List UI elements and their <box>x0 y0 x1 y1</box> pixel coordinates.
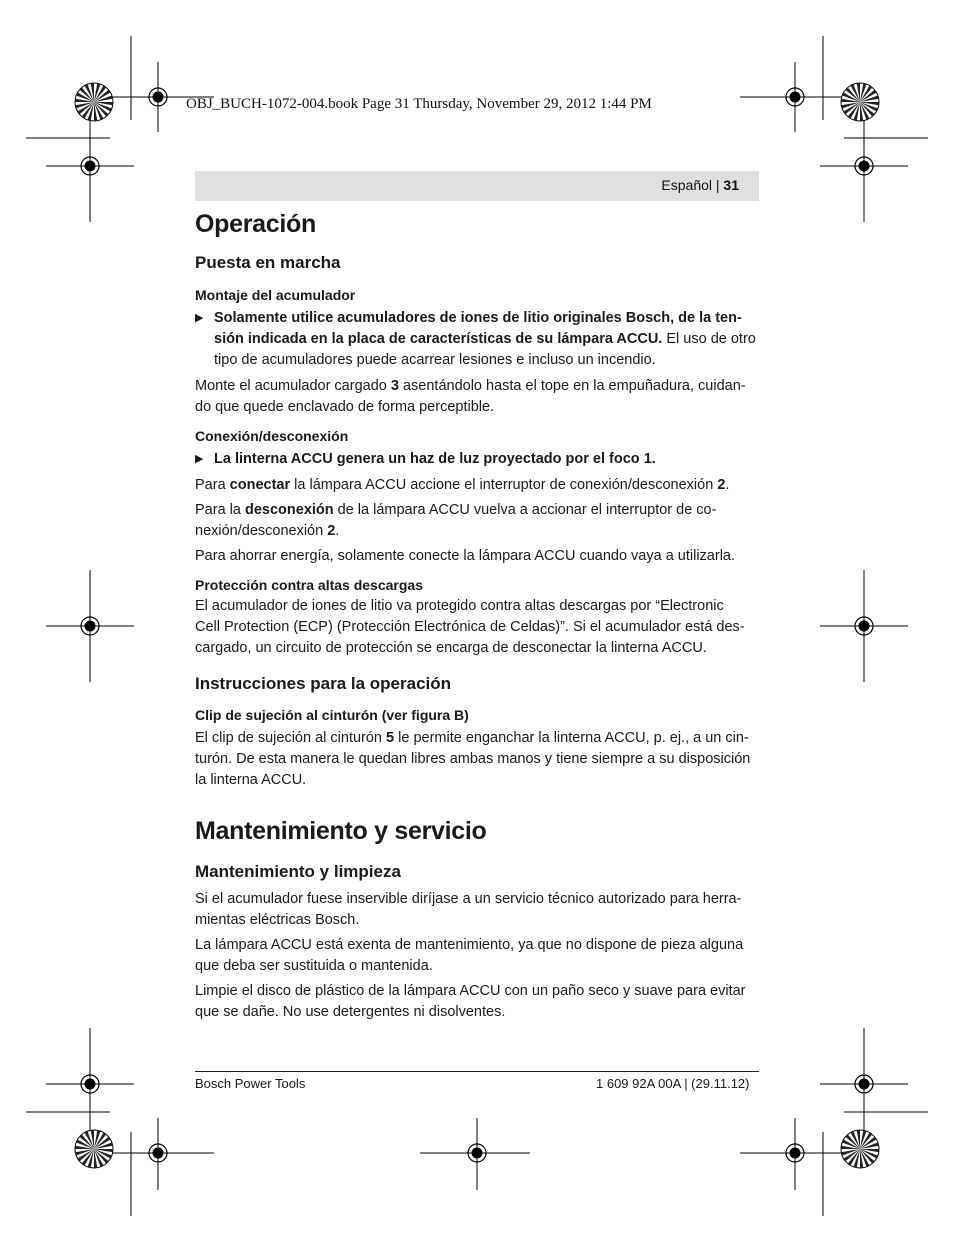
paragraph-exenta <box>195 935 759 977</box>
text: do que quede enclavado de forma perceptible. <box>195 399 495 415</box>
text: La lámpara ACCU está exenta de mantenimiento, ya que no dispone de pieza alguna <box>195 937 744 953</box>
footer-publisher: Bosch Power Tools <box>195 1076 306 1091</box>
text: . <box>335 523 340 539</box>
text: la linterna ACCU. <box>195 772 307 788</box>
paragraph-clip <box>195 728 759 791</box>
text: mientas eléctricas Bosch. <box>195 912 360 928</box>
ref-number: 2 <box>717 477 726 493</box>
heading-puesta-en-marcha: Puesta en marcha <box>195 253 341 272</box>
text: que se dañe. No use detergentes ni disolventes. <box>195 1004 506 1020</box>
keyword-desconexion: desconexión <box>244 502 334 518</box>
paragraph-montaje <box>195 376 759 418</box>
text: la lámpara ACCU accione el interruptor de conexión/desconexión <box>290 477 718 493</box>
section-title-operacion: Operación <box>195 210 316 238</box>
paragraph-conectar <box>195 475 759 496</box>
paragraph-desconexion <box>195 500 759 542</box>
star-target-icon <box>841 83 879 121</box>
text: le permite enganchar la linterna ACCU, p. ej., a un cin- <box>394 730 749 746</box>
text: Cell Protection (ECP) (Protección Electrónica de Celdas)”. Si el acumulador está des- <box>195 619 745 635</box>
bullet-triangle-icon: ▶ <box>195 453 204 465</box>
book-slug-line: OBJ_BUCH-1072-004.book Page 31 Thursday, November 29, 2012 1:44 PM <box>186 96 652 112</box>
star-target-icon <box>841 1130 879 1168</box>
paragraph-ahorrar: Para ahorrar energía, solamente conecte la lámpara ACCU cuando vaya a utilizarla. <box>195 548 736 564</box>
text: El clip de sujeción al cinturón <box>195 730 387 746</box>
footer-rule <box>195 1071 759 1072</box>
ref-number: 2 <box>327 523 336 539</box>
text: El acumulador de iones de litio va protegido contra altas descargas por “Electronic <box>195 598 724 614</box>
page-number: 31 <box>723 177 739 193</box>
paragraph-proteccion <box>195 596 759 659</box>
warning-bullet-acumuladores <box>195 308 759 371</box>
text: . <box>725 477 730 493</box>
header-language: Español <box>661 177 712 193</box>
keyword-conectar: conectar <box>229 477 291 493</box>
warning-bullet-linterna <box>195 449 759 470</box>
paragraph-servicio <box>195 889 759 931</box>
text: Limpie el disco de plástico de la lámpara ACCU con un paño seco y suave para evitar <box>195 983 746 999</box>
text: Para la <box>195 502 245 518</box>
heading-mantenimiento-limpieza: Mantenimiento y limpieza <box>195 862 401 881</box>
running-header <box>195 171 759 201</box>
bullet-text: La linterna ACCU genera un haz de luz proyectado por el foco 1. <box>214 451 656 467</box>
ref-number: 3 <box>390 378 399 394</box>
heading-instrucciones: Instrucciones para la operación <box>195 674 452 693</box>
bullet-triangle-icon: ▶ <box>195 312 204 324</box>
heading-conexion: Conexión/desconexión <box>195 428 349 444</box>
text: nexión/desconexión <box>195 523 328 539</box>
bullet-line3: tipo de acumuladores puede acarrear lesiones e incluso un incendio. <box>214 352 656 368</box>
page-body <box>195 208 759 1023</box>
text: cargado, un circuito de protección se encarga de desconectar la linterna ACCU. <box>195 640 707 656</box>
text: que deba ser sustituida o mantenida. <box>195 958 433 974</box>
bullet-normal-line2: El uso de otro <box>662 331 756 347</box>
bullet-bold-line2: sión indicada en la placa de características de su lámpara ACCU. <box>214 331 663 347</box>
bullet-bold-line1: Solamente utilice acumuladores de iones de litio originales Bosch, de la ten- <box>214 310 742 326</box>
text: asentándolo hasta el tope en la empuñadura, cuidan- <box>398 378 746 394</box>
text: de la lámpara ACCU vuelva a accionar el interruptor de co- <box>333 502 717 518</box>
footer-doc-id: 1 609 92A 00A | (29.11.12) <box>596 1076 750 1091</box>
heading-montaje: Montaje del acumulador <box>195 287 356 303</box>
header-separator: | <box>712 177 724 193</box>
text: turón. De esta manera le quedan libres ambas manos y tiene siempre a su disposición <box>195 751 751 767</box>
ref-number: 5 <box>386 730 395 746</box>
text: Monte el acumulador cargado <box>195 378 391 394</box>
paragraph-limpie <box>195 981 759 1023</box>
heading-clip: Clip de sujeción al cinturón (ver figura B) <box>195 707 469 723</box>
bullet-text <box>214 308 756 371</box>
heading-proteccion: Protección contra altas descargas <box>195 577 423 593</box>
header-text <box>661 177 739 193</box>
text: Para <box>195 477 230 493</box>
text: Si el acumulador fuese inservible diríjase a un servicio técnico autorizado para herra- <box>195 891 742 907</box>
section-title-mantenimiento: Mantenimiento y servicio <box>195 817 487 845</box>
star-target-icon <box>75 1130 113 1168</box>
star-target-icon <box>75 83 113 121</box>
